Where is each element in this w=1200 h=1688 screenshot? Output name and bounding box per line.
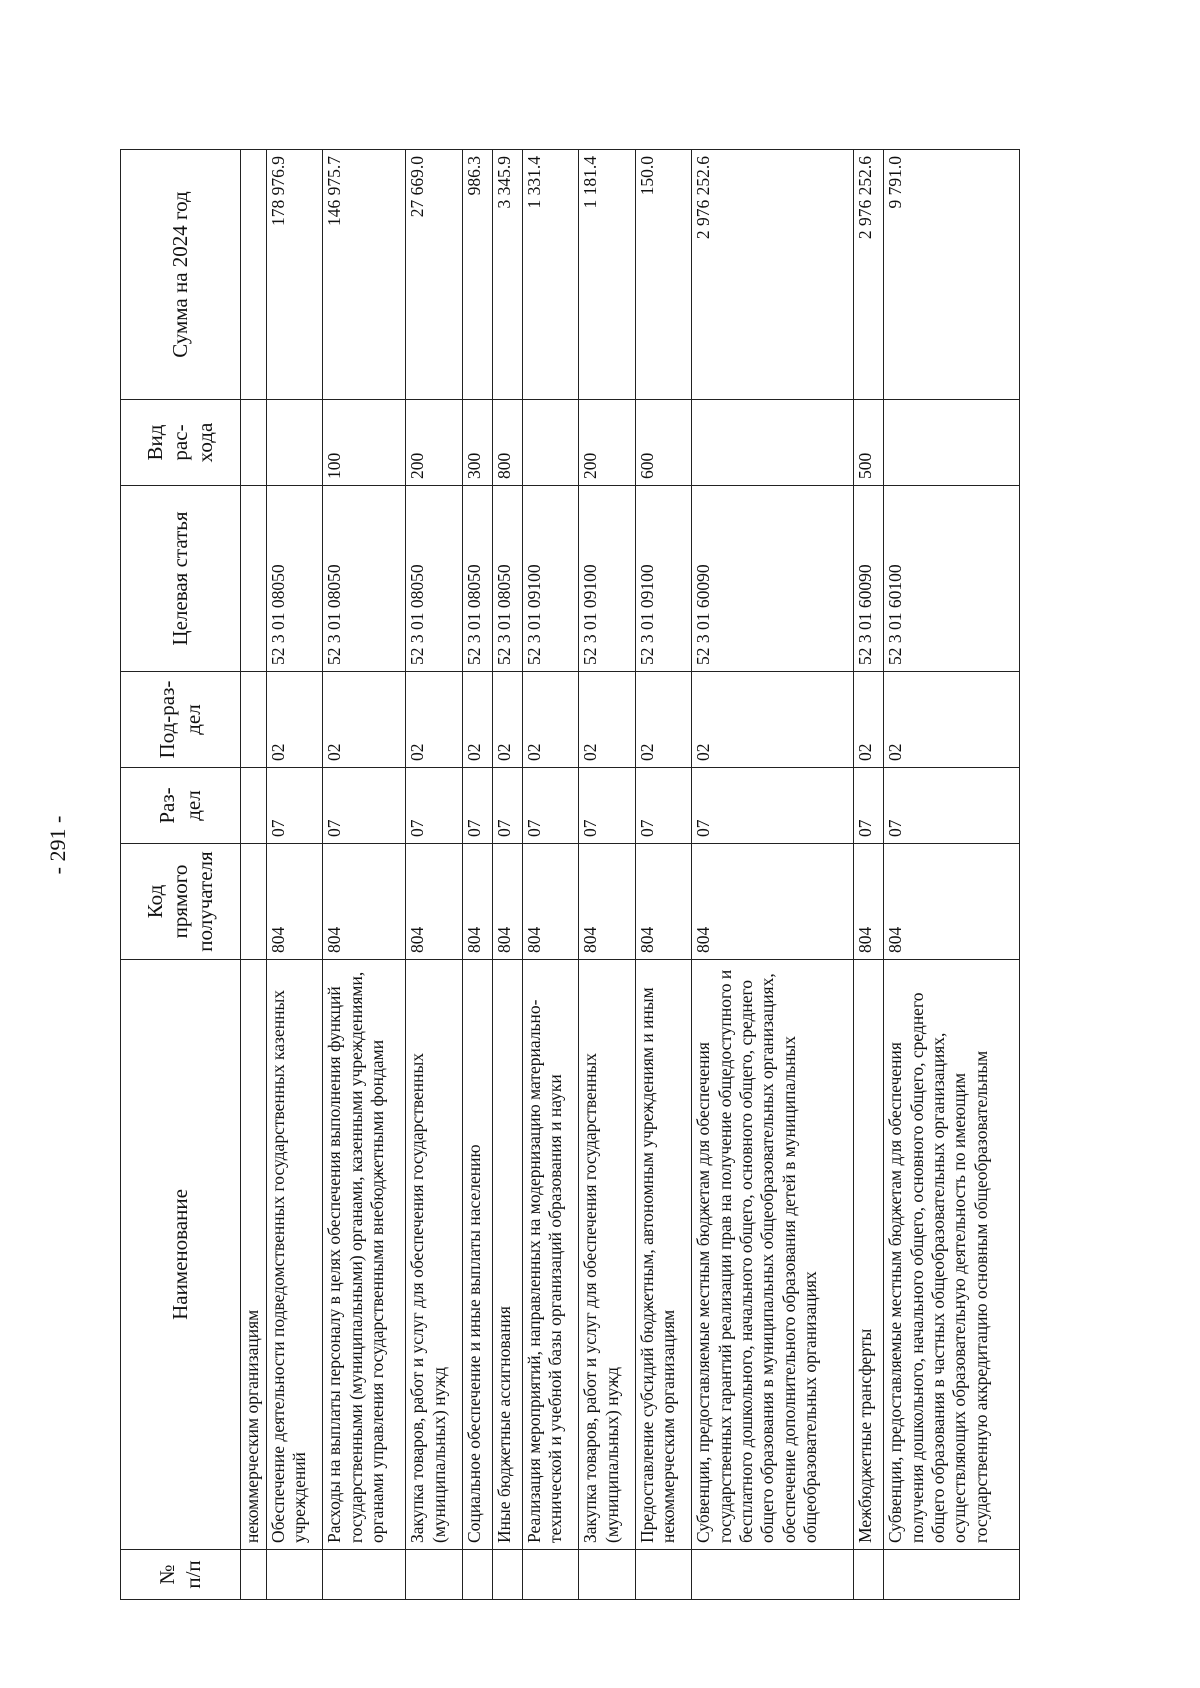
cell-subsection: 02 — [492, 672, 522, 768]
cell-num — [522, 1550, 578, 1600]
rotated-table-wrapper — [120, 150, 1020, 1600]
table-row — [854, 150, 884, 1600]
cell-subsection: 02 — [522, 672, 578, 768]
cell-expense-type: 600 — [635, 400, 691, 486]
budget-table — [120, 149, 1020, 1600]
cell-amount: 150.0 — [635, 150, 691, 400]
cell-recipient: 804 — [884, 844, 1020, 960]
cell-expense-type — [267, 400, 323, 486]
table-row — [579, 150, 635, 1600]
cell-amount: 2 976 252.6 — [692, 150, 854, 400]
table-row — [635, 150, 691, 1600]
cell-recipient: 804 — [854, 844, 884, 960]
cell-recipient: 804 — [323, 844, 406, 960]
cell-target: 52 3 01 60090 — [854, 486, 884, 672]
cell-subsection: 02 — [579, 672, 635, 768]
cell-section: 07 — [884, 768, 1020, 844]
cell-num — [579, 1550, 635, 1600]
cell-section: 07 — [692, 768, 854, 844]
cell-num — [884, 1550, 1020, 1600]
table-row — [884, 150, 1020, 1600]
header-recipient: Код прямого получателя — [121, 844, 241, 960]
cell-target: 52 3 01 60100 — [884, 486, 1020, 672]
cell-amount: 27 669.0 — [406, 150, 462, 400]
cell-name: Реализация мероприятий, направленных на модернизацию материально-технической и учебной базы организаций образования и науки — [522, 960, 578, 1550]
cell-subsection: 02 — [635, 672, 691, 768]
table-row — [241, 150, 267, 1600]
cell-num — [462, 1550, 492, 1600]
cell-name: Социальное обеспечение и иные выплаты населению — [462, 960, 492, 1550]
cell-name: некоммерческим организациям — [241, 960, 267, 1550]
header-expense-type: Вид рас-хода — [121, 400, 241, 486]
cell-name: Закупка товаров, работ и услуг для обеспечения государственных (муниципальных) нужд — [406, 960, 462, 1550]
cell-section — [241, 768, 267, 844]
cell-section: 07 — [635, 768, 691, 844]
header-subsection: Под-раз-дел — [121, 672, 241, 768]
cell-subsection: 02 — [323, 672, 406, 768]
cell-subsection: 02 — [854, 672, 884, 768]
cell-expense-type — [522, 400, 578, 486]
header-section: Раз-дел — [121, 768, 241, 844]
cell-expense-type — [692, 400, 854, 486]
table-row — [462, 150, 492, 1600]
cell-num — [267, 1550, 323, 1600]
cell-num — [492, 1550, 522, 1600]
cell-recipient: 804 — [492, 844, 522, 960]
cell-target: 52 3 01 08050 — [462, 486, 492, 672]
table-body — [241, 150, 1020, 1600]
cell-name: Обеспечение деятельности подведомственных государственных казенных учреждений — [267, 960, 323, 1550]
header-num: № п/п — [121, 1550, 241, 1600]
cell-num — [323, 1550, 406, 1600]
cell-section: 07 — [267, 768, 323, 844]
cell-amount: 3 345.9 — [492, 150, 522, 400]
table-row — [323, 150, 406, 1600]
cell-name: Расходы на выплаты персоналу в целях обеспечения выполнения функций государственными (муниципальными) органами, казенными учреждениями, органами управления государственными внебюджетными фондами — [323, 960, 406, 1550]
cell-section: 07 — [323, 768, 406, 844]
cell-expense-type: 200 — [579, 400, 635, 486]
cell-recipient: 804 — [579, 844, 635, 960]
cell-expense-type: 200 — [406, 400, 462, 486]
cell-target: 52 3 01 09100 — [635, 486, 691, 672]
cell-name: Закупка товаров, работ и услуг для обеспечения государственных (муниципальных) нужд — [579, 960, 635, 1550]
cell-amount — [241, 150, 267, 400]
cell-amount: 2 976 252.6 — [854, 150, 884, 400]
cell-section: 07 — [522, 768, 578, 844]
cell-recipient: 804 — [462, 844, 492, 960]
cell-target: 52 3 01 60090 — [692, 486, 854, 672]
table-header-row — [121, 150, 241, 1600]
cell-target: 52 3 01 09100 — [579, 486, 635, 672]
page-number: - 291 - — [45, 815, 70, 875]
header-target: Целевая статья — [121, 486, 241, 672]
cell-recipient: 804 — [692, 844, 854, 960]
cell-amount: 9 791.0 — [884, 150, 1020, 400]
table-row — [406, 150, 462, 1600]
header-name: Наименование — [121, 960, 241, 1550]
cell-expense-type — [241, 400, 267, 486]
cell-target: 52 3 01 08050 — [406, 486, 462, 672]
cell-num — [406, 1550, 462, 1600]
cell-recipient — [241, 844, 267, 960]
cell-amount: 1 181.4 — [579, 150, 635, 400]
cell-subsection: 02 — [267, 672, 323, 768]
cell-subsection: 02 — [462, 672, 492, 768]
cell-amount: 178 976.9 — [267, 150, 323, 400]
cell-name: Межбюджетные трансферты — [854, 960, 884, 1550]
cell-recipient: 804 — [406, 844, 462, 960]
header-amount: Сумма на 2024 год — [121, 150, 241, 400]
cell-expense-type: 800 — [492, 400, 522, 486]
cell-name: Субвенции, предоставляемые местным бюджетам для обеспечения государственных гарантий реализации прав на получение общедоступного и бесплатного дошкольного, начального общего, основного общего, среднего общего образования в муниципальных общеобразовательных организациях, обеспечение дополнительного образования детей в муниципальных общеобразовательных организациях — [692, 960, 854, 1550]
cell-subsection: 02 — [692, 672, 854, 768]
cell-subsection: 02 — [884, 672, 1020, 768]
cell-name: Субвенции, предоставляемые местным бюджетам для обеспечения получения дошкольного, начального общего, основного общего, среднего общего образования в частных общеобразовательных организациях, осуществляющих образовательную деятельность по имеющим государственную аккредитацию основным общеобразовательным — [884, 960, 1020, 1550]
cell-expense-type: 100 — [323, 400, 406, 486]
cell-target: 52 3 01 09100 — [522, 486, 578, 672]
table-row — [522, 150, 578, 1600]
table-row — [267, 150, 323, 1600]
cell-section: 07 — [854, 768, 884, 844]
cell-expense-type: 500 — [854, 400, 884, 486]
cell-target: 52 3 01 08050 — [492, 486, 522, 672]
cell-num — [635, 1550, 691, 1600]
cell-recipient: 804 — [267, 844, 323, 960]
cell-amount: 986.3 — [462, 150, 492, 400]
cell-target: 52 3 01 08050 — [267, 486, 323, 672]
cell-amount: 1 331.4 — [522, 150, 578, 400]
cell-num — [241, 1550, 267, 1600]
table-row — [492, 150, 522, 1600]
cell-num — [854, 1550, 884, 1600]
cell-subsection: 02 — [406, 672, 462, 768]
cell-section: 07 — [492, 768, 522, 844]
cell-recipient: 804 — [522, 844, 578, 960]
cell-amount: 146 975.7 — [323, 150, 406, 400]
cell-section: 07 — [579, 768, 635, 844]
cell-expense-type: 300 — [462, 400, 492, 486]
cell-expense-type — [884, 400, 1020, 486]
cell-section: 07 — [406, 768, 462, 844]
cell-recipient: 804 — [635, 844, 691, 960]
cell-name: Иные бюджетные ассигнования — [492, 960, 522, 1550]
cell-section: 07 — [462, 768, 492, 844]
cell-num — [692, 1550, 854, 1600]
cell-name: Предоставление субсидий бюджетным, автономным учреждениям и иным некоммерческим организациям — [635, 960, 691, 1550]
cell-target — [241, 486, 267, 672]
cell-target: 52 3 01 08050 — [323, 486, 406, 672]
table-row — [692, 150, 854, 1600]
cell-subsection — [241, 672, 267, 768]
